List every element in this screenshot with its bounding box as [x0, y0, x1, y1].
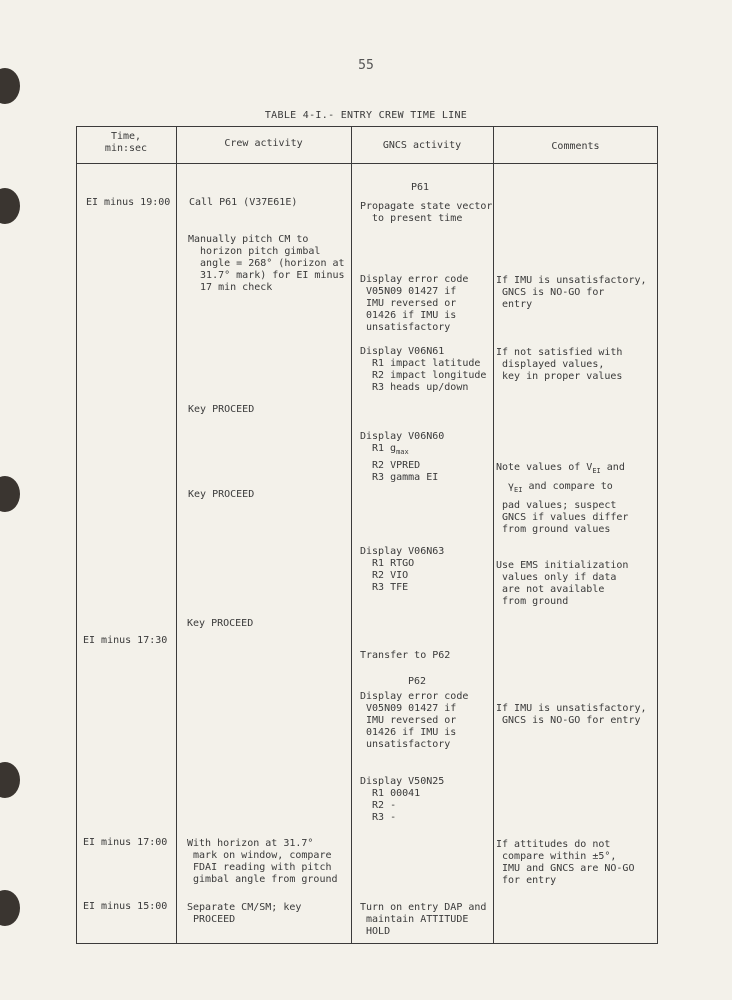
binder-hole [0, 762, 20, 798]
binder-hole [0, 890, 20, 926]
gncs-cell: R2 VPRED R3 gamma EI [372, 460, 439, 483]
crew-cell: Call P61 (V37E61E) [189, 197, 298, 208]
header-time-line2: min:sec [104, 143, 148, 154]
time-cell: EI minus 19:00 [86, 197, 171, 208]
binder-hole [0, 68, 20, 104]
gncs-cell [372, 443, 409, 458]
binder-hole [0, 476, 20, 512]
comment-text: and compare to [522, 481, 613, 492]
gncs-cell: Display V06N60 [360, 431, 445, 442]
header-time-line1: Time, [110, 131, 142, 142]
column-divider [176, 126, 177, 944]
gncs-cell: Display error code V05N09 01427 if IMU reversed or 01426 if IMU is unsatisfactory [360, 691, 469, 750]
gncs-cell: Display V06N63 R1 RTGO R2 VIO R3 TFE [360, 546, 445, 593]
header-time [76, 131, 176, 155]
comment-text: and [600, 462, 625, 473]
comment-text: γ [508, 481, 515, 492]
gncs-cell: Turn on entry DAP and maintain ATTITUDE HOLD [360, 902, 487, 937]
gncs-cell: P62 [408, 676, 427, 687]
time-cell: EI minus 15:00 [83, 901, 168, 912]
gncs-cell: Transfer to P62 [360, 650, 451, 661]
time-cell: EI minus 17:00 [83, 837, 168, 848]
table-title: TABLE 4-I.- ENTRY CREW TIME LINE [264, 110, 468, 121]
comment-cell: pad values; suspect GNCS if values differ from ground values [502, 500, 629, 535]
gncs-cell: P61 [411, 182, 430, 193]
gncs-cell: Propagate state vector to present time [360, 201, 493, 224]
gncs-text: R1 g [372, 443, 397, 454]
comment-text: Note values of V [496, 462, 593, 473]
column-divider [493, 126, 494, 944]
gncs-subscript: max [396, 448, 409, 456]
gncs-cell: Display V06N61 R1 impact latitude R2 impact longitude R3 heads up/down [360, 346, 487, 393]
page-number: 55 [358, 58, 374, 73]
comment-cell [496, 462, 625, 477]
binder-hole [0, 188, 20, 224]
comment-cell: Use EMS initialization values only if data are not available from ground [496, 560, 629, 607]
comment-subscript: EI [514, 486, 523, 494]
header-gncs: GNCS activity [382, 140, 462, 151]
crew-cell: With horizon at 31.7° mark on window, compare FDAI reading with pitch gimbal angle from ground [187, 838, 338, 885]
comment-cell [508, 481, 613, 496]
gncs-cell: Display error code V05N09 01427 if IMU reversed or 01426 if IMU is unsatisfactory [360, 274, 469, 333]
crew-cell: Separate CM/SM; key PROCEED [187, 902, 302, 925]
crew-cell: Key PROCEED [188, 404, 255, 415]
comment-cell: If not satisfied with displayed values, key in proper values [496, 347, 623, 382]
comment-cell: If IMU is unsatisfactory, GNCS is NO-GO for entry [496, 275, 647, 310]
comment-subscript: EI [592, 467, 601, 475]
time-cell: EI minus 17:30 [83, 635, 168, 646]
header-comments: Comments [551, 141, 600, 152]
crew-cell: Key PROCEED [188, 489, 255, 500]
comment-cell: If attitudes do not compare within ±5°, IMU and GNCS are NO-GO for entry [496, 839, 635, 886]
header-divider [76, 163, 658, 164]
gncs-cell: Display V50N25 R1 00041 R2 - R3 - [360, 776, 445, 823]
column-divider [351, 126, 352, 944]
header-crew: Crew activity [224, 138, 303, 149]
crew-cell: Manually pitch CM to horizon pitch gimbal angle = 268° (horizon at 31.7° mark) for EI minus 17 min check [188, 234, 345, 293]
crew-cell: Key PROCEED [187, 618, 254, 629]
comment-cell: If IMU is unsatisfactory, GNCS is NO-GO for entry [496, 703, 647, 726]
